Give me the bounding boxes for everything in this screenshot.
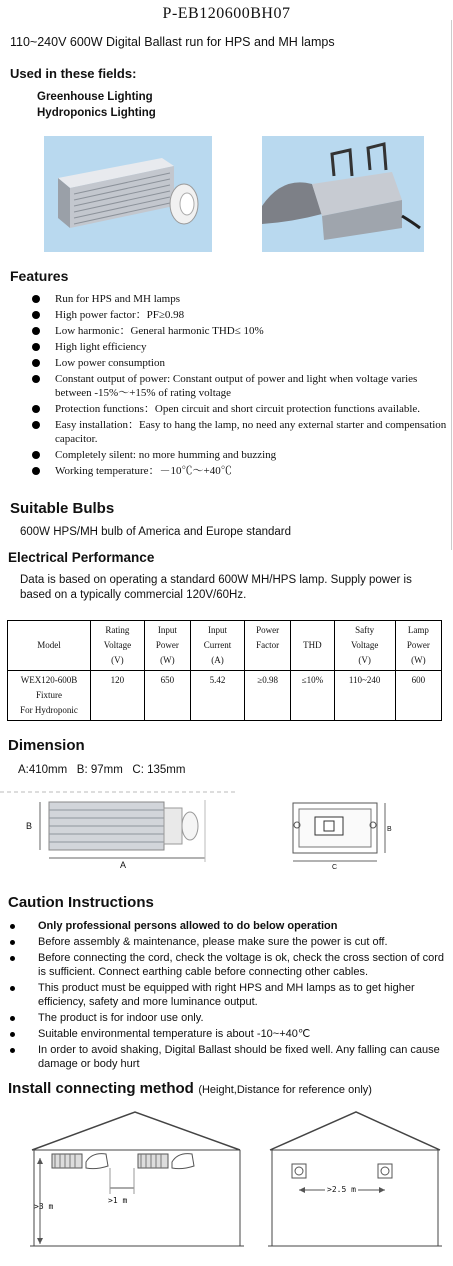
bullet-icon bbox=[32, 421, 40, 429]
bullet-icon bbox=[32, 295, 40, 303]
col-input-power: Input Power (W) bbox=[144, 621, 190, 671]
col-thd: THD bbox=[291, 621, 334, 671]
feature-item: Protection functions：Open circuit and short circuit protection functions available. bbox=[55, 403, 421, 415]
feature-item: High power factor：PF≥0.98 bbox=[55, 309, 185, 321]
cell-input-current: 5.42 bbox=[190, 671, 244, 721]
field-item-greenhouse: Greenhouse Lighting bbox=[37, 91, 153, 103]
bullet-icon bbox=[32, 451, 40, 459]
margin-rule bbox=[451, 20, 452, 550]
bullet-icon bbox=[32, 359, 40, 367]
feature-item: Low harmonic：General harmonic THD≤ 10% bbox=[55, 325, 264, 337]
end-view-drawing bbox=[285, 795, 395, 865]
feature-item: Easy installation：Easy to hang the lamp, no need any external starter and compensation capacitor. bbox=[55, 419, 447, 445]
feature-item: Low power consumption bbox=[55, 357, 165, 369]
cell-power-factor: ≥0.98 bbox=[245, 671, 291, 721]
bullet-icon bbox=[32, 311, 40, 319]
cell-model: WEX120-600B Fixture For Hydroponic bbox=[8, 671, 91, 721]
cell-safety-voltage: 110~240 bbox=[334, 671, 395, 721]
dim-label-b: B bbox=[26, 821, 33, 831]
ballast-photo bbox=[44, 136, 212, 252]
dim-label-c: C bbox=[332, 864, 338, 871]
feature-item: Constant output of power: Constant output of power and light when voltage varies between -15%～+15% of rating voltage bbox=[55, 373, 418, 399]
side-view-drawing bbox=[0, 770, 240, 870]
cell-input-power: 650 bbox=[144, 671, 190, 721]
bullet-icon bbox=[32, 327, 40, 335]
bullet-icon bbox=[10, 1032, 15, 1037]
table-row bbox=[8, 671, 442, 721]
cell-lamp-power: 600 bbox=[395, 671, 441, 721]
col-input-current: Input Current (A) bbox=[190, 621, 244, 671]
dimension-text: A:410mm B: 97mm C: 135mm bbox=[18, 764, 186, 776]
caution-heading: Caution Instructions bbox=[8, 894, 154, 911]
suitable-bulbs-text: 600W HPS/MH bulb of America and Europe standard bbox=[20, 526, 292, 538]
bullet-icon bbox=[10, 1016, 15, 1021]
col-safety-voltage: Safty Voltage (V) bbox=[334, 621, 395, 671]
col-lamp-power: Lamp Power (W) bbox=[395, 621, 441, 671]
dimension-heading: Dimension bbox=[8, 737, 85, 754]
bullet-icon bbox=[32, 343, 40, 351]
caution-item: Only professional persons allowed to do below operation bbox=[38, 920, 338, 932]
install-heading-row bbox=[8, 1080, 372, 1098]
caution-item: Before assembly & maintenance, please make sure the power is cut off. bbox=[38, 936, 388, 948]
dim-label-b-end: B bbox=[387, 826, 392, 833]
features-heading: Features bbox=[10, 268, 69, 284]
bullet-icon bbox=[10, 956, 15, 961]
col-model: Model bbox=[8, 621, 91, 671]
feature-item: Completely silent: no more humming and buzzing bbox=[55, 449, 277, 461]
cell-rating-voltage: 120 bbox=[91, 671, 145, 721]
bullet-icon bbox=[10, 940, 15, 945]
install-front-diagram bbox=[268, 1108, 443, 1248]
electrical-table bbox=[7, 620, 442, 721]
install-distance-label: >2.5 m bbox=[327, 1185, 356, 1194]
used-fields-heading: Used in these fields: bbox=[10, 66, 137, 81]
field-item-hydroponics: Hydroponics Lighting bbox=[37, 107, 156, 119]
caution-item: The product is for indoor use only. bbox=[38, 1012, 204, 1024]
table-header-row bbox=[8, 621, 442, 671]
col-power-factor: Power Factor bbox=[245, 621, 291, 671]
bullet-icon bbox=[10, 924, 15, 929]
cell-thd: ≤10% bbox=[291, 671, 334, 721]
caution-item: This product must be equipped with right HPS and MH lamps as to get higher efficiency, safety and more luminance output. bbox=[38, 982, 415, 1008]
feature-item: Working temperature：－10℃～+40℃ bbox=[55, 465, 232, 477]
electrical-heading: Electrical Performance bbox=[8, 550, 155, 565]
bullet-icon bbox=[32, 467, 40, 475]
electrical-text: Data is based on operating a standard 600W MH/HPS lamp. Supply power is based on a typically commercial 120V/60Hz. bbox=[20, 574, 412, 601]
model-code: P-EB120600BH07 bbox=[162, 5, 291, 22]
ballast-with-reflector-photo bbox=[262, 136, 424, 252]
bullet-icon bbox=[10, 986, 15, 991]
suitable-bulbs-heading: Suitable Bulbs bbox=[10, 500, 115, 517]
caution-item: In order to avoid shaking, Digital Ballast should be fixed well. Any falling can cause damage or body hurt bbox=[38, 1044, 440, 1070]
dim-label-a: A bbox=[120, 860, 127, 870]
install-side-diagram bbox=[30, 1108, 245, 1248]
caution-item: Suitable environmental temperature is about -10~+40℃ bbox=[38, 1028, 311, 1040]
install-heading: Install connecting method bbox=[8, 1080, 194, 1097]
caution-item: Before connecting the cord, check the voltage is ok, check the cross section of cord is sufficient. Connect earthing cable before connecting other cables. bbox=[38, 952, 444, 978]
install-height-label: >3 m bbox=[34, 1202, 54, 1211]
install-note: (Height,Distance for reference only) bbox=[198, 1084, 372, 1096]
col-rating-voltage: Rating Voltage (V) bbox=[91, 621, 145, 671]
bullet-icon bbox=[10, 1048, 15, 1053]
install-gap-label: >1 m bbox=[108, 1196, 128, 1205]
bullet-icon bbox=[32, 405, 40, 413]
headline: 110~240V 600W Digital Ballast run for HPS and MH lamps bbox=[10, 35, 335, 49]
feature-item: High light efficiency bbox=[55, 341, 147, 353]
bullet-icon bbox=[32, 375, 40, 383]
feature-item: Run for HPS and MH lamps bbox=[55, 293, 180, 305]
